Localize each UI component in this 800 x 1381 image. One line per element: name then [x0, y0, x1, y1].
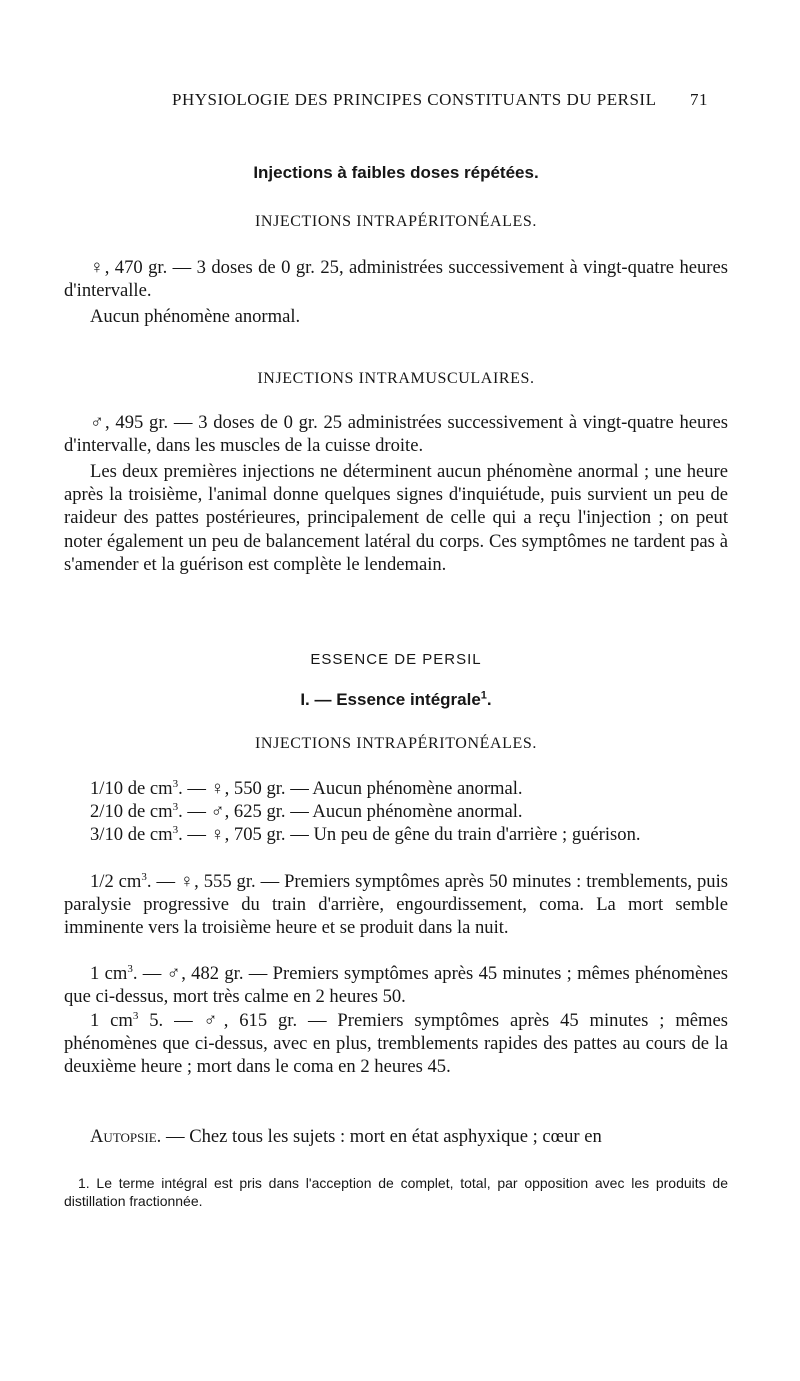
- page-number: 71: [690, 90, 708, 109]
- dose-text: . — ♀, 550 gr. — Aucun phénomène anormal.: [178, 778, 523, 799]
- autopsy-text: — Chez tous les sujets : mort en état asphyxique ; cœur en: [161, 1126, 602, 1147]
- dose-text: . — ♂, 482 gr. — Premiers symptômes après 45 minutes ; mêmes phénomènes que ci-dessus, mort très calme en 2 heures 50.: [64, 963, 728, 1008]
- subheading-integral-end: .: [486, 690, 492, 709]
- dose-unit-exponent: 3: [141, 870, 147, 883]
- dose-amount: 1/10 de cm: [90, 778, 173, 799]
- autopsy-label: Autopsie.: [90, 1126, 162, 1147]
- dose-unit-exponent: 3: [127, 962, 133, 975]
- autopsy-paragraph: [64, 1125, 728, 1148]
- footnote-marker[interactable]: 1: [480, 689, 487, 702]
- paragraph-intramuscular-observations: Les deux premières injections ne déterminent aucun phénomène anormal ; une heure après la troisième, l'animal donne quelques signes d'inquiétude, puis survient un peu de raideur des pattes postérieures, principalement de celle qui a reçu l'injection ; on peut noter également un peu de balancement latéral du corps. Ces symptômes ne tardent pas à s'amender et la guérison est complète le lendemain.: [64, 461, 728, 575]
- subheading-intraperitoneal-essence: INJECTIONS INTRAPÉRITONÉALES.: [255, 735, 537, 752]
- dose-text: 5. — ♂, 615 gr. — Premiers symptômes après 45 minutes ; mêmes phénomènes que ci-dessus, avec en plus, tremblements rapides des pattes au cours de la deuxième heure ; mort dans le coma en 2 heures 45.: [64, 1010, 728, 1078]
- dose-amount: 1/2 cm: [90, 871, 142, 892]
- footnote: 1. Le terme intégral est pris dans l'acception de complet, total, par opposition avec les produits de distillation fractionnée.: [64, 1175, 728, 1209]
- dose-entry: [64, 962, 728, 1008]
- dose-amount: 3/10 de cm: [90, 824, 173, 845]
- dose-unit-exponent: 3: [172, 823, 179, 836]
- dose-unit-exponent: 3: [132, 1009, 139, 1022]
- dose-amount: 2/10 de cm: [90, 801, 173, 822]
- dose-amount: 1 cm: [90, 963, 128, 984]
- subheading-integral-text: I. — Essence intégrale: [300, 690, 481, 709]
- dose-entry: [64, 870, 728, 940]
- dose-entry: [64, 800, 728, 823]
- paragraph-no-abnormal: Aucun phénomène anormal.: [90, 306, 301, 327]
- dose-entry: [64, 1009, 728, 1079]
- dose-unit-exponent: 3: [172, 800, 179, 813]
- section-heading-essence: ESSENCE DE PERSIL: [310, 651, 482, 668]
- dose-entry: [64, 823, 728, 846]
- dose-amount: 1 cm: [90, 1010, 133, 1031]
- section-heading-repeated-doses: Injections à faibles doses répétées.: [253, 163, 539, 182]
- running-header-title: PHYSIOLOGIE DES PRINCIPES CONSTITUANTS DU PERSIL: [172, 90, 657, 109]
- dose-unit-exponent: 3: [172, 777, 179, 790]
- dose-text: . — ♀, 555 gr. — Premiers symptômes après 50 minutes : tremblements, puis paralysie progressive du train d'arrière, engourdissement, coma. La mort semble imminente vers la troisième heure et se produit dans la nuit.: [64, 871, 728, 939]
- paragraph-intramuscular-doses: ♂, 495 gr. — 3 doses de 0 gr. 25 administrées successivement à vingt-quatre heures d'intervalle, dans les muscles de la cuisse droite.: [64, 412, 728, 457]
- subheading-integral-essence: [64, 690, 728, 710]
- subheading-intramuscular: INJECTIONS INTRAMUSCULAIRES.: [257, 370, 535, 387]
- dose-entry: [64, 777, 728, 800]
- dose-text: . — ♀, 705 gr. — Un peu de gêne du train d'arrière ; guérison.: [178, 824, 641, 845]
- dose-text: . — ♂, 625 gr. — Aucun phénomène anormal.: [178, 801, 523, 822]
- subheading-intraperitoneal: INJECTIONS INTRAPÉRITONÉALES.: [255, 213, 537, 230]
- paragraph-intraperitoneal-doses: ♀, 470 gr. — 3 doses de 0 gr. 25, administrées successivement à vingt-quatre heures d'intervalle.: [64, 257, 728, 302]
